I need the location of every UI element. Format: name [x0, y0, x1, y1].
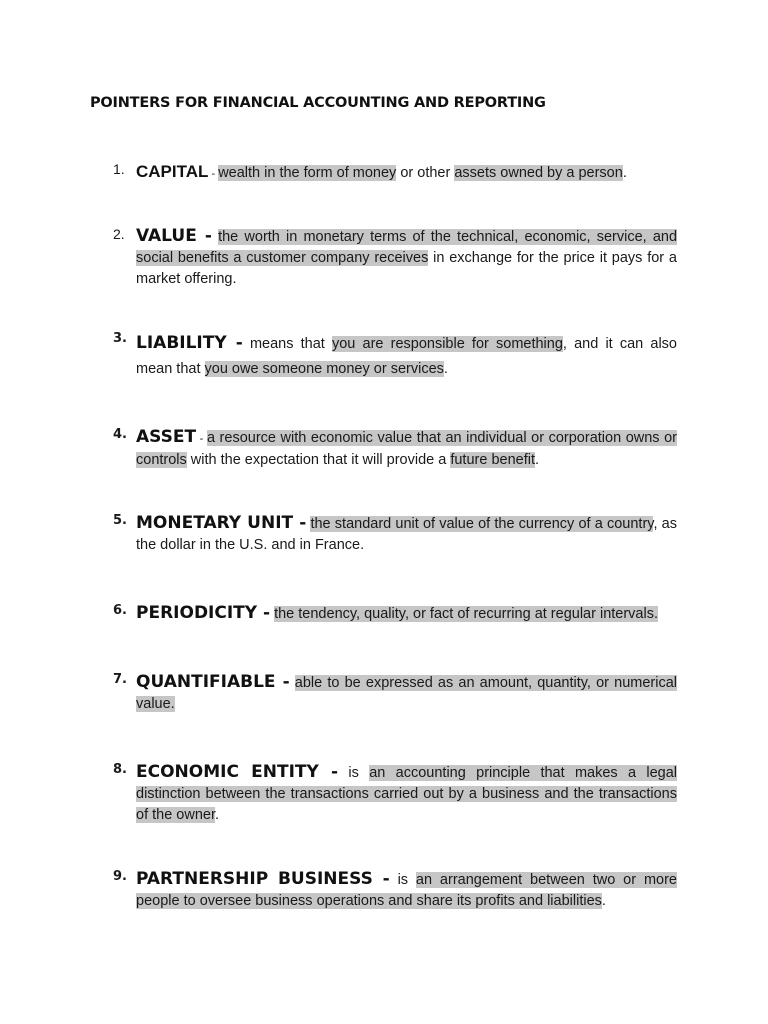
- definition-text: is: [348, 765, 370, 781]
- definition-highlight: an accounting principle that makes a legal distinction between the transactions carried out by a business and the transactions of the owner: [136, 765, 678, 823]
- definition-highlight: able to be expressed as an amount, quantity, or numerical value.: [136, 675, 677, 712]
- definition-text: or other: [396, 165, 455, 181]
- term-label: MONETARY UNIT -: [136, 513, 307, 533]
- item-body: [136, 603, 677, 625]
- definition-text: , as the dollar in the U.S. and in France.: [136, 516, 677, 553]
- definition-highlight: assets owned by a person: [454, 165, 623, 181]
- definition-highlight: you owe someone money or services: [204, 361, 444, 377]
- definition-text: .: [535, 452, 540, 468]
- item-body: [136, 869, 677, 912]
- item-body: [136, 762, 677, 826]
- term-label: PARTNERSHIP BUSINESS -: [136, 869, 390, 889]
- item-number: 7.: [113, 672, 127, 687]
- definition-highlight: an arrangement between two or more people to oversee business operations and share its profits and liabilities: [136, 872, 678, 909]
- definition-text: .: [215, 807, 220, 823]
- definition-text: with the expectation that it will provide a: [186, 452, 451, 468]
- definition-highlight: the tendency, quality, or fact of recurring at regular intervals.: [274, 606, 658, 622]
- item-number: 2.: [113, 226, 125, 242]
- item-number: 3.: [113, 331, 127, 346]
- term-label: ECONOMIC ENTITY -: [136, 762, 339, 782]
- item-body: [136, 672, 677, 715]
- document-title: POINTERS FOR FINANCIAL ACCOUNTING AND REPORTING: [90, 95, 546, 111]
- term-separator: [338, 765, 348, 781]
- item-number: 5.: [113, 513, 127, 528]
- term-label: QUANTIFIABLE -: [136, 672, 290, 692]
- term-separator: -: [208, 168, 219, 180]
- definition-text: , and it can also mean that: [136, 336, 678, 377]
- item-number: 9.: [113, 869, 127, 884]
- definition-text: in exchange for the price it pays for a market offering.: [136, 250, 677, 287]
- item-body: [136, 513, 677, 556]
- item-body: [136, 427, 677, 471]
- item-number: 8.: [113, 762, 127, 777]
- item-body: [136, 161, 677, 185]
- item-number: 6.: [113, 603, 127, 618]
- definition-text: .: [601, 893, 606, 909]
- term-separator: [390, 872, 398, 888]
- list-item: [113, 331, 677, 382]
- definition-text: .: [443, 361, 448, 377]
- definition-highlight: the worth in monetary terms of the technical, economic, service, and social benefits a customer company receives: [136, 229, 678, 266]
- term-label: PERIODICITY -: [136, 603, 271, 623]
- list-item: [113, 762, 677, 826]
- item-body: [136, 331, 677, 382]
- item-body: [136, 226, 677, 290]
- term-label: VALUE -: [136, 226, 212, 246]
- list-item: [113, 427, 677, 471]
- list-item: [113, 161, 677, 185]
- list-item: [113, 869, 677, 912]
- list-item: [113, 603, 677, 625]
- definition-text: .: [622, 165, 627, 181]
- list-item: [113, 513, 677, 556]
- list-item: [113, 672, 677, 715]
- definition-highlight: a resource with economic value that an individual or corporation owns or controls: [136, 430, 678, 468]
- term-separator: [243, 336, 250, 352]
- item-number: 4.: [113, 427, 127, 442]
- item-number: 1.: [113, 161, 125, 177]
- term-label: CAPITAL: [136, 162, 209, 181]
- definition-text: means that: [249, 336, 332, 352]
- list-item: [113, 226, 677, 290]
- term-label: LIABILITY -: [136, 333, 243, 353]
- definition-highlight: the standard unit of value of the currency of a country: [310, 516, 654, 532]
- definition-highlight: you are responsible for something: [331, 336, 563, 352]
- definition-text: is: [397, 872, 416, 888]
- definition-highlight: future benefit: [450, 452, 535, 468]
- term-label: ASSET: [136, 427, 197, 447]
- term-separator: -: [196, 433, 207, 445]
- definition-highlight: wealth in the form of money: [218, 165, 397, 181]
